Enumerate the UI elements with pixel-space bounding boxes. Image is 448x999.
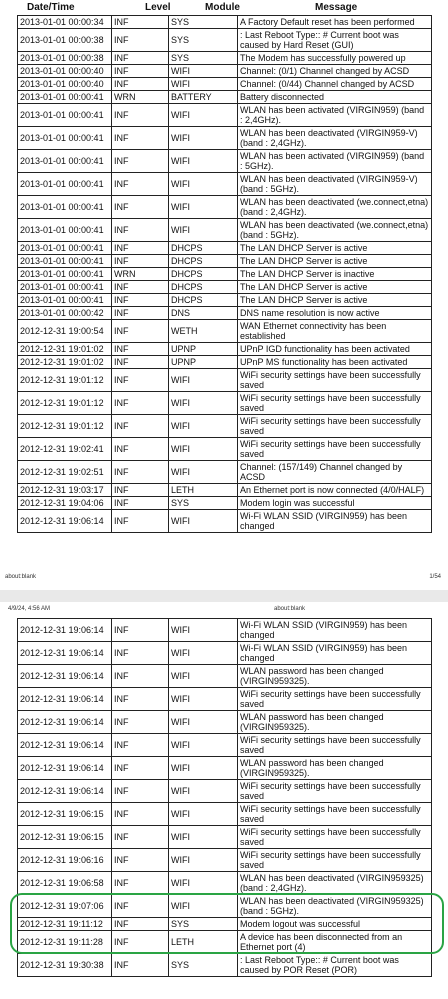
cell-date-time: 2012-12-31 19:01:02 bbox=[18, 356, 112, 369]
cell-module: DHCPS bbox=[169, 268, 238, 281]
cell-message: WLAN has been deactivated (VIRGIN959-V) (band : 2,4GHz). bbox=[238, 127, 432, 150]
cell-message: Channel: (0/1) Channel changed by ACSD bbox=[238, 65, 432, 78]
cell-message: The LAN DHCP Server is inactive bbox=[238, 268, 432, 281]
cell-message: WLAN has been activated (VIRGIN959) (band : 2,4GHz). bbox=[238, 104, 432, 127]
cell-module: WIFI bbox=[169, 711, 238, 734]
table-row bbox=[18, 268, 432, 281]
cell-level: INF bbox=[112, 369, 169, 392]
cell-date-time: 2012-12-31 19:01:12 bbox=[18, 415, 112, 438]
cell-module: WIFI bbox=[169, 872, 238, 895]
table-row bbox=[18, 619, 432, 642]
cell-date-time: 2012-12-31 19:07:06 bbox=[18, 895, 112, 918]
cell-module: WIFI bbox=[169, 826, 238, 849]
cell-message: WiFi security settings have been successfully saved bbox=[238, 415, 432, 438]
page-separator bbox=[0, 590, 448, 602]
cell-message: A Factory Default reset has been performed bbox=[238, 16, 432, 29]
cell-level: INF bbox=[112, 665, 169, 688]
cell-date-time: 2012-12-31 19:06:14 bbox=[18, 757, 112, 780]
event-log-table-page-2 bbox=[17, 618, 432, 977]
cell-message: WLAN has been deactivated (we.connect,etna) (band : 5GHz). bbox=[238, 219, 432, 242]
cell-module: WIFI bbox=[169, 196, 238, 219]
cell-level: INF bbox=[112, 127, 169, 150]
print-url: about:blank bbox=[274, 606, 306, 612]
cell-module: WIFI bbox=[169, 369, 238, 392]
cell-module: WIFI bbox=[169, 642, 238, 665]
cell-level: INF bbox=[112, 780, 169, 803]
cell-date-time: 2012-12-31 19:06:58 bbox=[18, 872, 112, 895]
cell-level: INF bbox=[112, 29, 169, 52]
header-date-time: Date/Time bbox=[27, 2, 75, 13]
cell-message: The LAN DHCP Server is active bbox=[238, 242, 432, 255]
cell-date-time: 2013-01-01 00:00:41 bbox=[18, 196, 112, 219]
cell-level: INF bbox=[112, 803, 169, 826]
table-row bbox=[18, 510, 432, 533]
cell-module: WIFI bbox=[169, 438, 238, 461]
cell-date-time: 2013-01-01 00:00:41 bbox=[18, 281, 112, 294]
cell-module: WIFI bbox=[169, 415, 238, 438]
table-row bbox=[18, 196, 432, 219]
table-row bbox=[18, 219, 432, 242]
cell-message: WiFi security settings have been successfully saved bbox=[238, 803, 432, 826]
cell-date-time: 2012-12-31 19:03:17 bbox=[18, 484, 112, 497]
table-row bbox=[18, 497, 432, 510]
cell-level: INF bbox=[112, 104, 169, 127]
table-row bbox=[18, 780, 432, 803]
cell-module: BATTERY bbox=[169, 91, 238, 104]
cell-level: INF bbox=[112, 307, 169, 320]
cell-level: INF bbox=[112, 734, 169, 757]
header-module: Module bbox=[205, 2, 240, 13]
cell-module: WIFI bbox=[169, 734, 238, 757]
cell-date-time: 2012-12-31 19:06:15 bbox=[18, 826, 112, 849]
cell-message: Wi-Fi WLAN SSID (VIRGIN959) has been changed bbox=[238, 619, 432, 642]
cell-level: INF bbox=[112, 242, 169, 255]
cell-message: WiFi security settings have been successfully saved bbox=[238, 369, 432, 392]
cell-date-time: 2012-12-31 19:02:51 bbox=[18, 461, 112, 484]
cell-level: INF bbox=[112, 52, 169, 65]
table-row bbox=[18, 954, 432, 977]
cell-message: Modem logout was successful bbox=[238, 918, 432, 931]
cell-module: WIFI bbox=[169, 392, 238, 415]
cell-level: WRN bbox=[112, 91, 169, 104]
table-row bbox=[18, 484, 432, 497]
cell-message: The Modem has successfully powered up bbox=[238, 52, 432, 65]
cell-date-time: 2012-12-31 19:06:15 bbox=[18, 803, 112, 826]
table-row bbox=[18, 52, 432, 65]
cell-date-time: 2012-12-31 19:06:14 bbox=[18, 510, 112, 533]
footer-url: about:blank bbox=[5, 574, 37, 580]
table-row bbox=[18, 356, 432, 369]
table-row bbox=[18, 849, 432, 872]
cell-level: INF bbox=[112, 711, 169, 734]
cell-module: WIFI bbox=[169, 78, 238, 91]
cell-date-time: 2012-12-31 19:02:41 bbox=[18, 438, 112, 461]
cell-level: INF bbox=[112, 931, 169, 954]
table-row bbox=[18, 895, 432, 918]
cell-message: Wi-Fi WLAN SSID (VIRGIN959) has been changed bbox=[238, 510, 432, 533]
cell-date-time: 2012-12-31 19:11:12 bbox=[18, 918, 112, 931]
cell-message: WLAN password has been changed (VIRGIN959325). bbox=[238, 757, 432, 780]
cell-level: INF bbox=[112, 343, 169, 356]
table-row bbox=[18, 415, 432, 438]
cell-message: Wi-Fi WLAN SSID (VIRGIN959) has been changed bbox=[238, 642, 432, 665]
cell-module: SYS bbox=[169, 16, 238, 29]
cell-date-time: 2013-01-01 00:00:41 bbox=[18, 127, 112, 150]
cell-message: WiFi security settings have been successfully saved bbox=[238, 780, 432, 803]
cell-date-time: 2013-01-01 00:00:38 bbox=[18, 52, 112, 65]
cell-module: WIFI bbox=[169, 895, 238, 918]
cell-date-time: 2013-01-01 00:00:41 bbox=[18, 255, 112, 268]
cell-message: WiFi security settings have been successfully saved bbox=[238, 688, 432, 711]
cell-level: INF bbox=[112, 16, 169, 29]
cell-message: UPnP MS functionality has been activated bbox=[238, 356, 432, 369]
cell-level: INF bbox=[112, 196, 169, 219]
table-row bbox=[18, 826, 432, 849]
cell-module: WIFI bbox=[169, 780, 238, 803]
table-row bbox=[18, 918, 432, 931]
cell-date-time: 2013-01-01 00:00:41 bbox=[18, 268, 112, 281]
cell-module: SYS bbox=[169, 918, 238, 931]
cell-module: WIFI bbox=[169, 757, 238, 780]
cell-module: WIFI bbox=[169, 510, 238, 533]
cell-level: INF bbox=[112, 255, 169, 268]
cell-message: WLAN has been deactivated (VIRGIN959325) (band : 2,4GHz). bbox=[238, 872, 432, 895]
cell-date-time: 2012-12-31 19:06:14 bbox=[18, 734, 112, 757]
table-row bbox=[18, 688, 432, 711]
cell-message: Modem login was successful bbox=[238, 497, 432, 510]
cell-message: : Last Reboot Type:: # Current boot was caused by POR Reset (POR) bbox=[238, 954, 432, 977]
cell-date-time: 2012-12-31 19:06:14 bbox=[18, 711, 112, 734]
cell-message: Channel: (0/44) Channel changed by ACSD bbox=[238, 78, 432, 91]
cell-level: INF bbox=[112, 918, 169, 931]
cell-module: WIFI bbox=[169, 150, 238, 173]
cell-date-time: 2012-12-31 19:11:28 bbox=[18, 931, 112, 954]
cell-message: : Last Reboot Type:: # Current boot was caused by Hard Reset (GUI) bbox=[238, 29, 432, 52]
table-row bbox=[18, 65, 432, 78]
cell-level: INF bbox=[112, 294, 169, 307]
cell-date-time: 2013-01-01 00:00:41 bbox=[18, 104, 112, 127]
cell-date-time: 2013-01-01 00:00:41 bbox=[18, 150, 112, 173]
cell-message: WLAN password has been changed (VIRGIN959325). bbox=[238, 665, 432, 688]
cell-date-time: 2013-01-01 00:00:40 bbox=[18, 65, 112, 78]
cell-module: WETH bbox=[169, 320, 238, 343]
cell-message: WLAN has been activated (VIRGIN959) (band : 5GHz). bbox=[238, 150, 432, 173]
cell-level: INF bbox=[112, 78, 169, 91]
table-row bbox=[18, 91, 432, 104]
cell-message: WiFi security settings have been successfully saved bbox=[238, 849, 432, 872]
table-row bbox=[18, 78, 432, 91]
cell-message: WiFi security settings have been successfully saved bbox=[238, 392, 432, 415]
cell-module: DHCPS bbox=[169, 281, 238, 294]
table-row bbox=[18, 872, 432, 895]
table-row bbox=[18, 734, 432, 757]
table-row bbox=[18, 150, 432, 173]
cell-message: WLAN has been deactivated (VIRGIN959-V) (band : 5GHz). bbox=[238, 173, 432, 196]
cell-date-time: 2013-01-01 00:00:41 bbox=[18, 294, 112, 307]
cell-date-time: 2012-12-31 19:06:16 bbox=[18, 849, 112, 872]
table-row bbox=[18, 16, 432, 29]
cell-level: INF bbox=[112, 497, 169, 510]
cell-date-time: 2013-01-01 00:00:41 bbox=[18, 242, 112, 255]
cell-level: INF bbox=[112, 281, 169, 294]
cell-level: INF bbox=[112, 150, 169, 173]
cell-level: INF bbox=[112, 461, 169, 484]
table-row bbox=[18, 320, 432, 343]
cell-level: INF bbox=[112, 688, 169, 711]
table-row bbox=[18, 281, 432, 294]
table-row bbox=[18, 665, 432, 688]
cell-level: INF bbox=[112, 65, 169, 78]
cell-level: INF bbox=[112, 510, 169, 533]
cell-date-time: 2013-01-01 00:00:38 bbox=[18, 29, 112, 52]
cell-message: Channel: (157/149) Channel changed by ACSD bbox=[238, 461, 432, 484]
cell-date-time: 2012-12-31 19:06:14 bbox=[18, 665, 112, 688]
table-row bbox=[18, 343, 432, 356]
cell-message: The LAN DHCP Server is active bbox=[238, 255, 432, 268]
cell-level: INF bbox=[112, 392, 169, 415]
cell-module: WIFI bbox=[169, 803, 238, 826]
cell-message: UPnP IGD functionality has been activated bbox=[238, 343, 432, 356]
table-row bbox=[18, 29, 432, 52]
cell-level: INF bbox=[112, 826, 169, 849]
cell-date-time: 2013-01-01 00:00:41 bbox=[18, 219, 112, 242]
cell-date-time: 2012-12-31 19:01:02 bbox=[18, 343, 112, 356]
cell-level: INF bbox=[112, 415, 169, 438]
cell-level: WRN bbox=[112, 268, 169, 281]
table-row bbox=[18, 461, 432, 484]
cell-module: DHCPS bbox=[169, 255, 238, 268]
cell-level: INF bbox=[112, 619, 169, 642]
cell-module: SYS bbox=[169, 52, 238, 65]
cell-date-time: 2012-12-31 19:04:06 bbox=[18, 497, 112, 510]
cell-level: INF bbox=[112, 320, 169, 343]
table-row bbox=[18, 307, 432, 320]
table-row bbox=[18, 173, 432, 196]
cell-message: WAN Ethernet connectivity has been established bbox=[238, 320, 432, 343]
cell-message: A device has been disconnected from an Ethernet port (4) bbox=[238, 931, 432, 954]
cell-date-time: 2013-01-01 00:00:41 bbox=[18, 91, 112, 104]
cell-level: INF bbox=[112, 484, 169, 497]
cell-module: SYS bbox=[169, 29, 238, 52]
table-row bbox=[18, 642, 432, 665]
cell-module: WIFI bbox=[169, 665, 238, 688]
cell-message: The LAN DHCP Server is active bbox=[238, 294, 432, 307]
cell-module: LETH bbox=[169, 484, 238, 497]
table-row bbox=[18, 931, 432, 954]
cell-date-time: 2012-12-31 19:01:12 bbox=[18, 392, 112, 415]
cell-level: INF bbox=[112, 849, 169, 872]
cell-date-time: 2013-01-01 00:00:42 bbox=[18, 307, 112, 320]
table-row bbox=[18, 127, 432, 150]
cell-module: WIFI bbox=[169, 219, 238, 242]
cell-module: WIFI bbox=[169, 127, 238, 150]
cell-module: WIFI bbox=[169, 104, 238, 127]
cell-date-time: 2013-01-01 00:00:40 bbox=[18, 78, 112, 91]
cell-module: DHCPS bbox=[169, 294, 238, 307]
table-row bbox=[18, 803, 432, 826]
cell-message: Battery disconnected bbox=[238, 91, 432, 104]
cell-level: INF bbox=[112, 895, 169, 918]
cell-date-time: 2012-12-31 19:06:14 bbox=[18, 642, 112, 665]
cell-date-time: 2013-01-01 00:00:34 bbox=[18, 16, 112, 29]
cell-module: WIFI bbox=[169, 688, 238, 711]
table-row bbox=[18, 757, 432, 780]
cell-level: INF bbox=[112, 872, 169, 895]
cell-module: SYS bbox=[169, 497, 238, 510]
cell-level: INF bbox=[112, 173, 169, 196]
cell-date-time: 2012-12-31 19:30:38 bbox=[18, 954, 112, 977]
event-log-table-page-1 bbox=[17, 15, 432, 533]
page-number: 1/54 bbox=[429, 574, 441, 580]
cell-date-time: 2012-12-31 19:06:14 bbox=[18, 780, 112, 803]
cell-level: INF bbox=[112, 438, 169, 461]
cell-module: WIFI bbox=[169, 619, 238, 642]
cell-level: INF bbox=[112, 954, 169, 977]
cell-message: An Ethernet port is now connected (4/0/HALF) bbox=[238, 484, 432, 497]
table-row bbox=[18, 104, 432, 127]
cell-message: DNS name resolution is now active bbox=[238, 307, 432, 320]
cell-module: WIFI bbox=[169, 173, 238, 196]
cell-date-time: 2012-12-31 19:06:14 bbox=[18, 619, 112, 642]
print-timestamp: 4/9/24, 4:56 AM bbox=[8, 606, 51, 612]
cell-module: WIFI bbox=[169, 461, 238, 484]
cell-module: SYS bbox=[169, 954, 238, 977]
cell-module: LETH bbox=[169, 931, 238, 954]
cell-date-time: 2012-12-31 19:00:54 bbox=[18, 320, 112, 343]
cell-message: WLAN password has been changed (VIRGIN959325). bbox=[238, 711, 432, 734]
cell-date-time: 2012-12-31 19:01:12 bbox=[18, 369, 112, 392]
cell-date-time: 2013-01-01 00:00:41 bbox=[18, 173, 112, 196]
cell-message: WiFi security settings have been successfully saved bbox=[238, 826, 432, 849]
table-row bbox=[18, 392, 432, 415]
table-row bbox=[18, 294, 432, 307]
cell-module: WIFI bbox=[169, 65, 238, 78]
cell-level: INF bbox=[112, 642, 169, 665]
cell-level: INF bbox=[112, 757, 169, 780]
table-row bbox=[18, 438, 432, 461]
table-header bbox=[0, 2, 448, 14]
header-message: Message bbox=[315, 2, 358, 13]
cell-message: The LAN DHCP Server is active bbox=[238, 281, 432, 294]
cell-level: INF bbox=[112, 356, 169, 369]
cell-module: UPNP bbox=[169, 356, 238, 369]
cell-message: WLAN has been deactivated (VIRGIN959325) (band : 5GHz). bbox=[238, 895, 432, 918]
cell-module: WIFI bbox=[169, 849, 238, 872]
table-row bbox=[18, 255, 432, 268]
cell-module: DHCPS bbox=[169, 242, 238, 255]
header-level: Level bbox=[145, 2, 171, 13]
cell-level: INF bbox=[112, 219, 169, 242]
table-row bbox=[18, 711, 432, 734]
cell-message: WiFi security settings have been successfully saved bbox=[238, 734, 432, 757]
cell-message: WLAN has been deactivated (we.connect,etna) (band : 2,4GHz). bbox=[238, 196, 432, 219]
cell-message: WiFi security settings have been successfully saved bbox=[238, 438, 432, 461]
cell-module: UPNP bbox=[169, 343, 238, 356]
cell-date-time: 2012-12-31 19:06:14 bbox=[18, 688, 112, 711]
table-row bbox=[18, 369, 432, 392]
table-row bbox=[18, 242, 432, 255]
cell-module: DNS bbox=[169, 307, 238, 320]
